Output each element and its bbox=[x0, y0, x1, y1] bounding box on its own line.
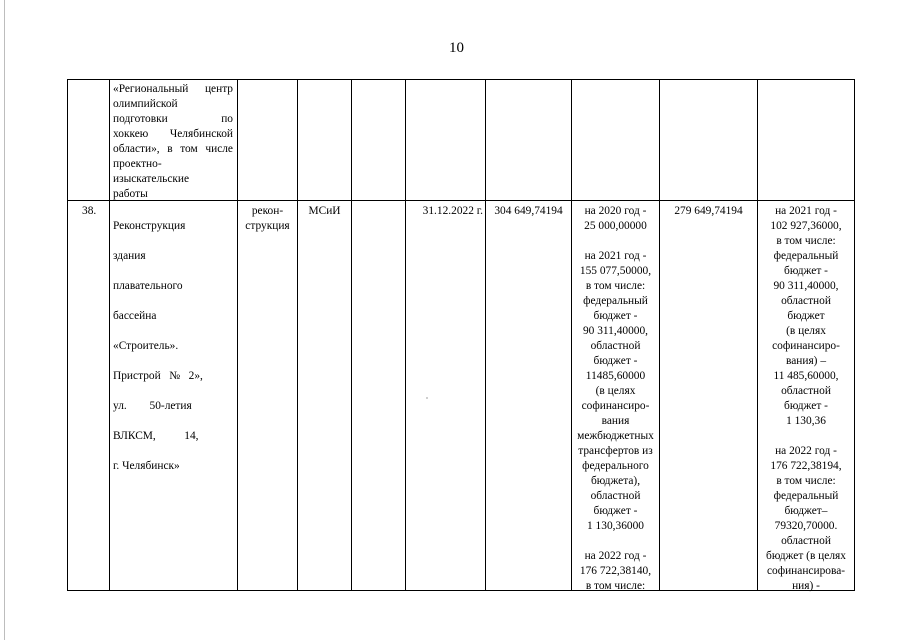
object-name-line: г. Челябинск» bbox=[113, 460, 180, 472]
page-number: 10 bbox=[449, 40, 464, 56]
object-name-line: ул. 50-летия bbox=[113, 400, 192, 412]
object-name-line: бассейна bbox=[113, 310, 157, 322]
object-name-line: Реконструкция bbox=[113, 220, 186, 232]
remaining-cost: 279 649,74194 bbox=[674, 205, 743, 217]
construction-table bbox=[67, 79, 855, 591]
object-name-line: здания bbox=[113, 250, 146, 262]
row-number: 38. bbox=[82, 205, 97, 217]
financing-actual: на 2021 год - 102 927,36000, в том числе: федеральный бюджет - 90 311,40000, областной бюджет (в целях софинансиро- вания) – 11 485,60000, областной бюджет - 1 130,36 на 2022 год - 176 722,38194, в том числе: федеральный бюджет– 79320,70000. областной бюджет (в целях софинансирова- ния) - bbox=[766, 205, 846, 592]
work-type: рекон- струкция bbox=[245, 205, 290, 232]
object-name-line: ВЛКСМ, 14, bbox=[113, 430, 199, 442]
prev-row-object-name: «Региональный центр олимпийской подготовки по хоккею Челябинской области», в том числе проектно- изыскательские работы bbox=[113, 83, 233, 200]
object-name bbox=[113, 204, 229, 489]
object-name-line: «Строитель». bbox=[113, 340, 179, 352]
scan-speck bbox=[426, 397, 428, 399]
object-name-line: плавательного bbox=[113, 280, 183, 292]
completion-date: 31.12.2022 г. bbox=[422, 205, 483, 217]
total-cost: 304 649,74194 bbox=[494, 205, 563, 217]
object-name-line: Пристрой № 2», bbox=[113, 370, 203, 382]
scan-margin-line bbox=[4, 0, 5, 640]
financing-plan: на 2020 год - 25 000,00000 на 2021 год - 155 077,50000, в том числе: федеральный бюджет - 90 311,40000, областной бюджет - 11485,60000 (в целях софинансиро- вания межбюджетных трансфертов из федерального бюджета), областной бюджет - 1 130,36000 на 2022 год - 176 722,38140, в том числе: bbox=[577, 205, 654, 592]
customer: МСиИ bbox=[308, 205, 341, 217]
